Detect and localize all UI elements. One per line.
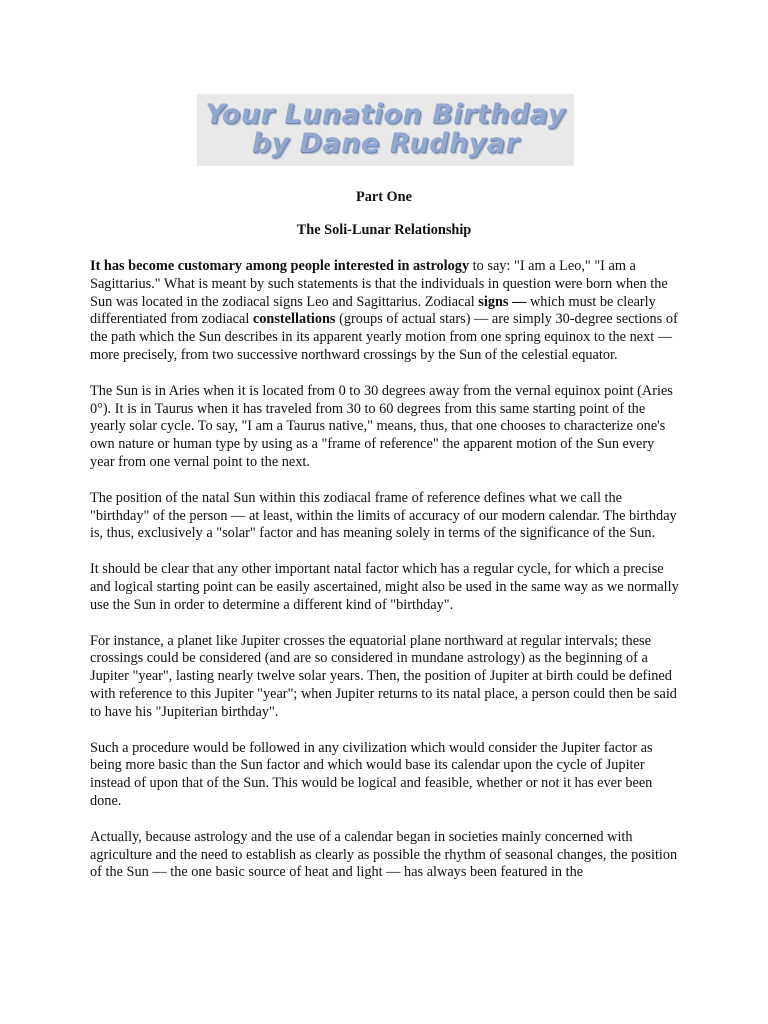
banner-title: Your Lunation Birthday xyxy=(205,99,566,130)
paragraph: The position of the natal Sun within this zodiacal frame of reference defines what we call the "birthday" of the person — at least, within the limits of accuracy of our modern calendar. The birthday is, thus, exclusively a "solar" factor and has meaning solely in terms of the significance of the Sun. xyxy=(90,489,677,542)
bold-term: signs — xyxy=(478,293,527,310)
paragraph: For instance, a planet like Jupiter crosses the equatorial plane northward at regular intervals; these crossings could be considered (and are so considered in mundane astrology) as the beginning of a Jupiter "year", lasting nearly twelve solar years. Then, the position of Jupiter at birth could be defined with reference to this Jupiter "year"; when Jupiter returns to its natal place, a person could then be said to have his "Jupiterian birthday". xyxy=(90,632,677,720)
paragraph: Such a procedure would be followed in any civilization which would consider the Jupiter factor as being more basic than the Sun factor and which would base its calendar upon the cycle of Jupiter instead of upon that of the Sun. This would be logical and feasible, whether or not it has ever been done. xyxy=(90,739,653,809)
paragraph-text: to say: "I am a Leo," "I am a Sagittarius." What is meant by such statements is that the individuals in question were born when the Sun was located in the zodiacal signs Leo and Sagittarius. Zodiacal xyxy=(90,258,668,310)
paragraph: It should be clear that any other important natal factor which has a regular cycle, for which a precise and logical starting point can be easily ascertained, might also be used in the same way as we normally use the Sun in order to determine a different kind of "birthday". xyxy=(90,561,679,613)
paragraph-text: (groups of actual stars) — are simply 30-degree sections of the path which the Sun describes in its apparent yearly motion from one spring equinox to the next — more precisely, from two successive northward crossings by the Sun of the celestial equator. xyxy=(90,311,678,363)
lead-phrase: It has become customary among people interested in astrology xyxy=(90,258,470,274)
paragraph xyxy=(90,258,680,365)
part-heading: Part One xyxy=(356,189,412,205)
article-body xyxy=(90,258,680,900)
title-banner-image xyxy=(197,94,574,166)
banner-author: by Dane Rudhyar xyxy=(251,128,520,159)
section-heading: The Soli-Lunar Relationship xyxy=(296,222,472,238)
paragraph: Actually, because astrology and the use of a calendar began in societies mainly concerned with agriculture and the need to establish as clearly as possible the rhythm of seasonal changes, the position of the Sun — the one basic source of heat and light — has always been featured in the xyxy=(90,828,678,881)
paragraph: The Sun is in Aries when it is located from 0 to 30 degrees away from the vernal equinox point (Aries 0°). It is in Taurus when it has traveled from 30 to 60 degrees from this same starting point of the yearly solar cycle. To say, "I am a Taurus native," means, thus, that one chooses to characterize one's own nature or human type by using as a "frame of reference" the apparent motion of the Sun every year from one vernal point to the next. xyxy=(90,382,673,470)
bold-term: constellations xyxy=(252,311,336,328)
paragraph-text: which must be clearly differentiated from zodiacal xyxy=(90,293,656,328)
